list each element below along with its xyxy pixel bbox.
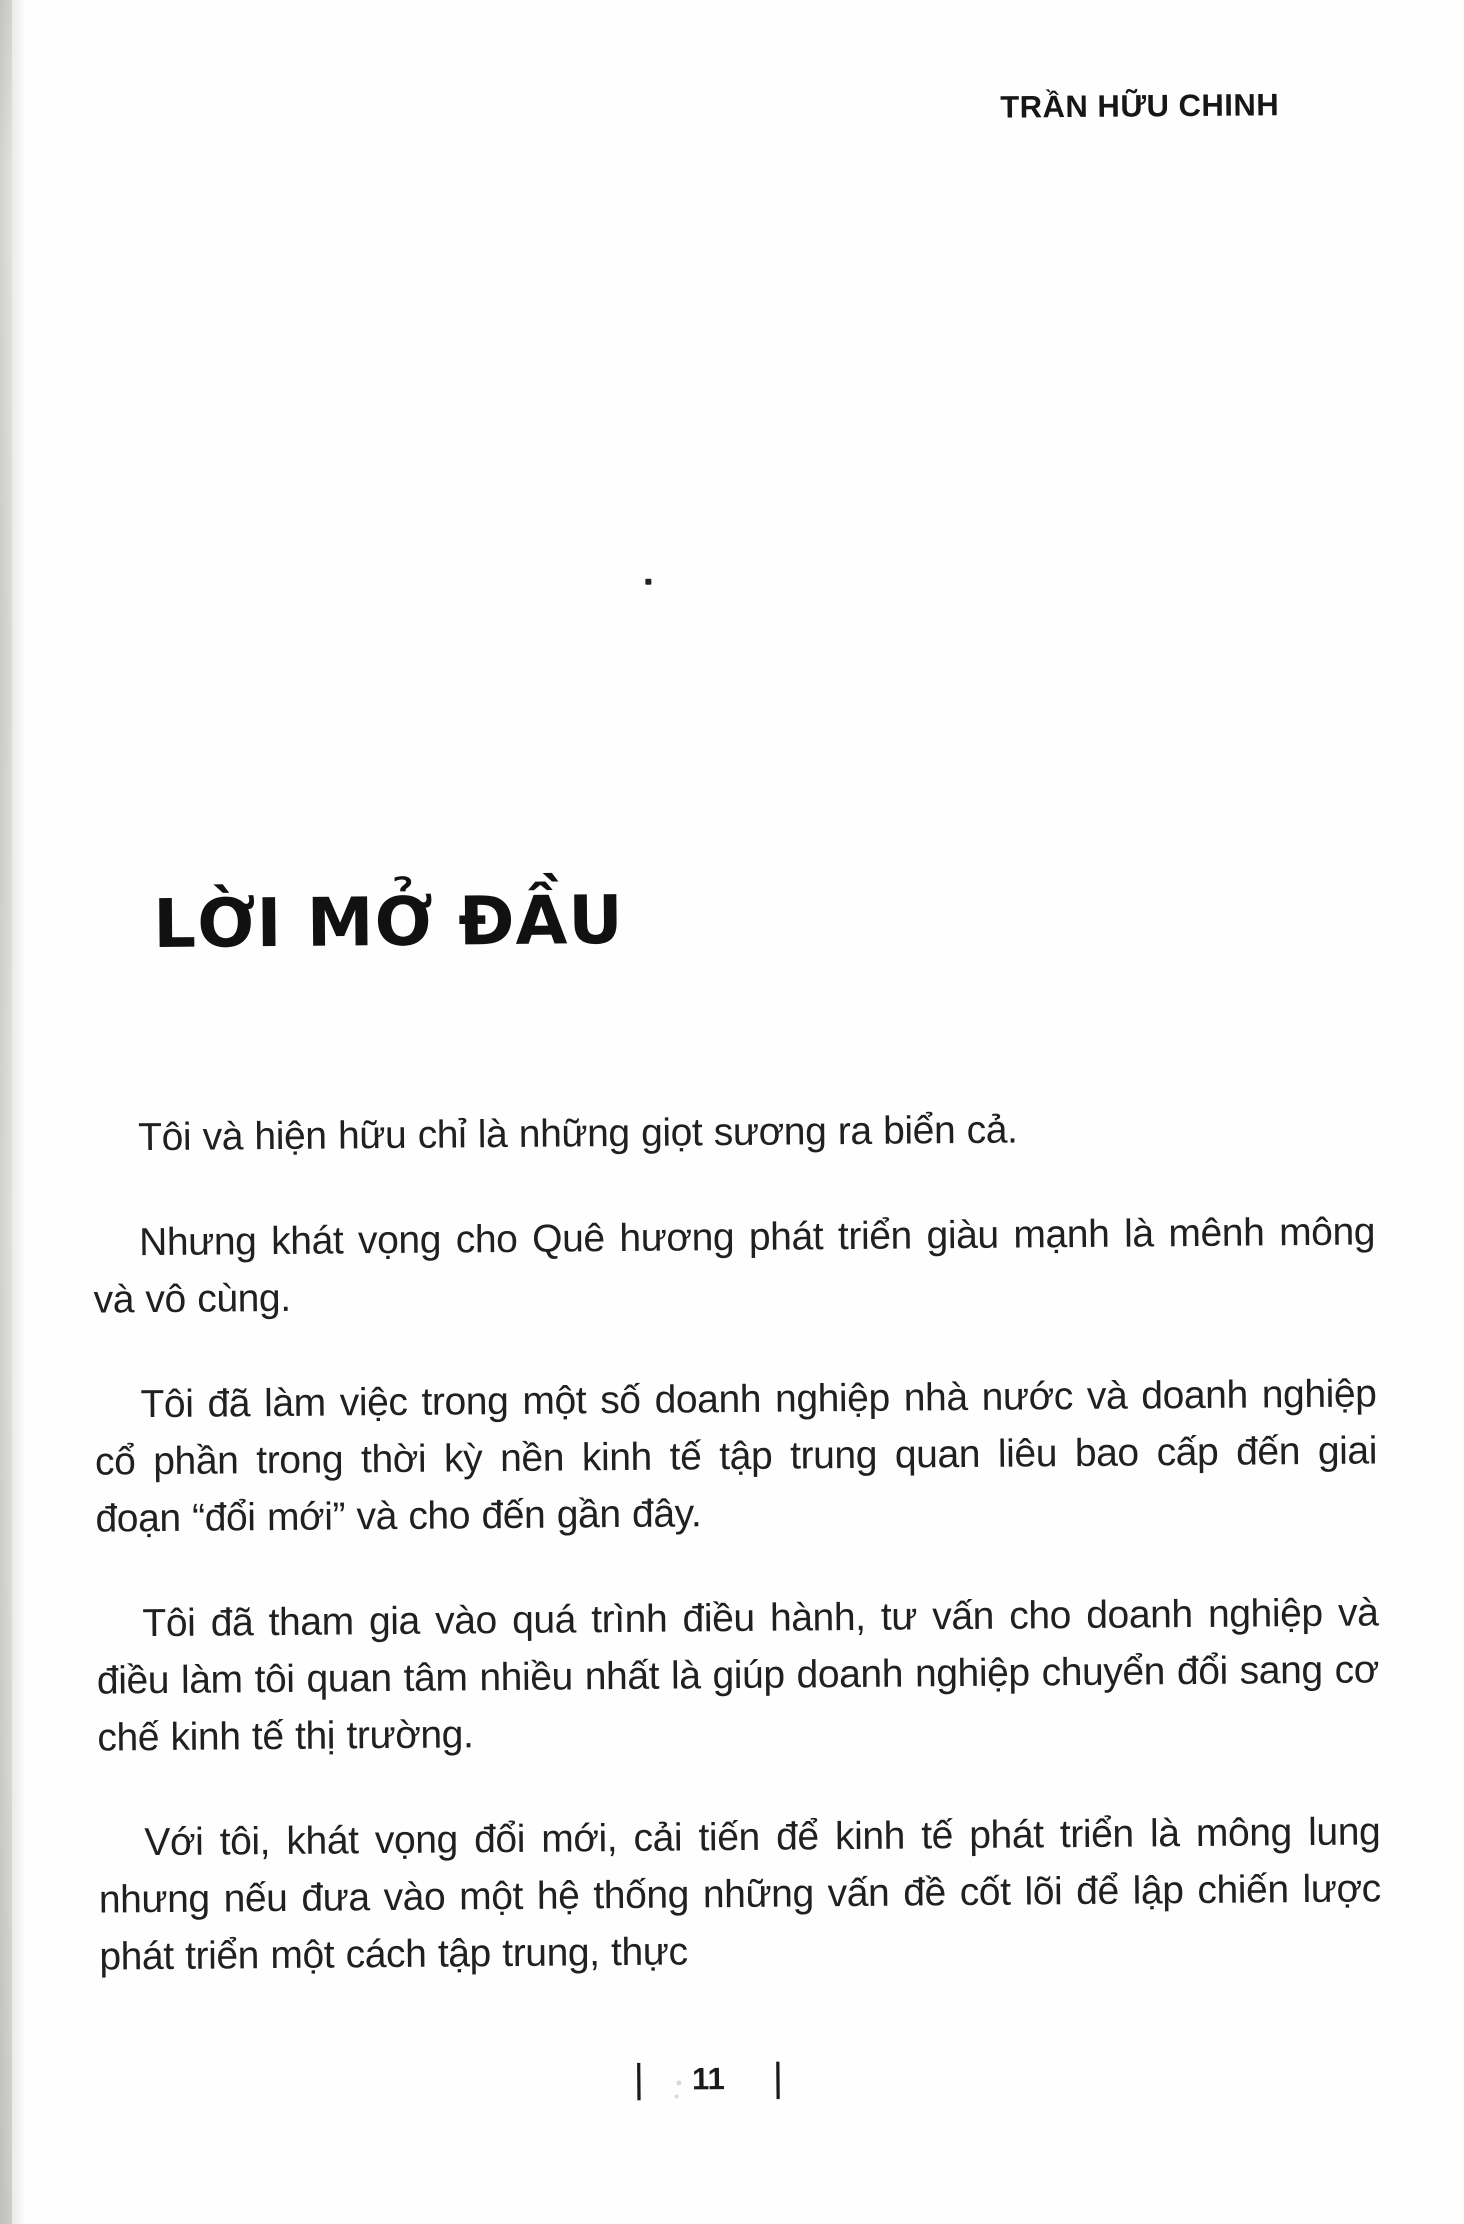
chapter-title: LỜI MỞ ĐẦU <box>152 880 625 964</box>
paragraph: Tôi đã tham gia vào quá trình điều hành, tư vấn cho doanh nghiệp và điều làm tôi quan tâm nhiều nhất là giúp doanh nghiệp chuyển đổi sang cơ chế kinh tế thị trường. <box>96 1591 1380 1760</box>
page-number: 11 <box>691 2060 725 2096</box>
footer-separator-left: | <box>633 2056 645 2101</box>
scan-speck <box>675 2095 679 2099</box>
scan-speck <box>676 2080 681 2085</box>
page-footer <box>0 2052 1441 2105</box>
scan-dot-artifact <box>645 579 651 585</box>
paragraph: Nhưng khát vọng cho Quê hương phát triển giàu mạnh là mênh mông và vô cùng. <box>93 1210 1376 1322</box>
paragraph: Tôi và hiện hữu chỉ là những giọt sương ra biển cả. <box>138 1108 1018 1160</box>
running-header-author: TRẦN HỮU CHINH <box>1000 87 1280 125</box>
paragraph: Tôi đã làm việc trong một số doanh nghiệp nhà nước và doanh nghiệp cổ phần trong thời kỳ nền kinh tế tập trung quan liêu bao cấp đến giai đoạn “đổi mới” và cho đến gần đây. <box>94 1372 1378 1541</box>
paragraph: Với tôi, khát vọng đổi mới, cải tiến để kinh tế phát triển là mông lung nhưng nếu đưa vào một hệ thống những vấn đề cốt lõi để lập chiến lược phát triển một cách tập trung, thực <box>98 1810 1381 1979</box>
body-text <box>92 1098 1382 2033</box>
footer-separator-right: | <box>772 2055 784 2100</box>
